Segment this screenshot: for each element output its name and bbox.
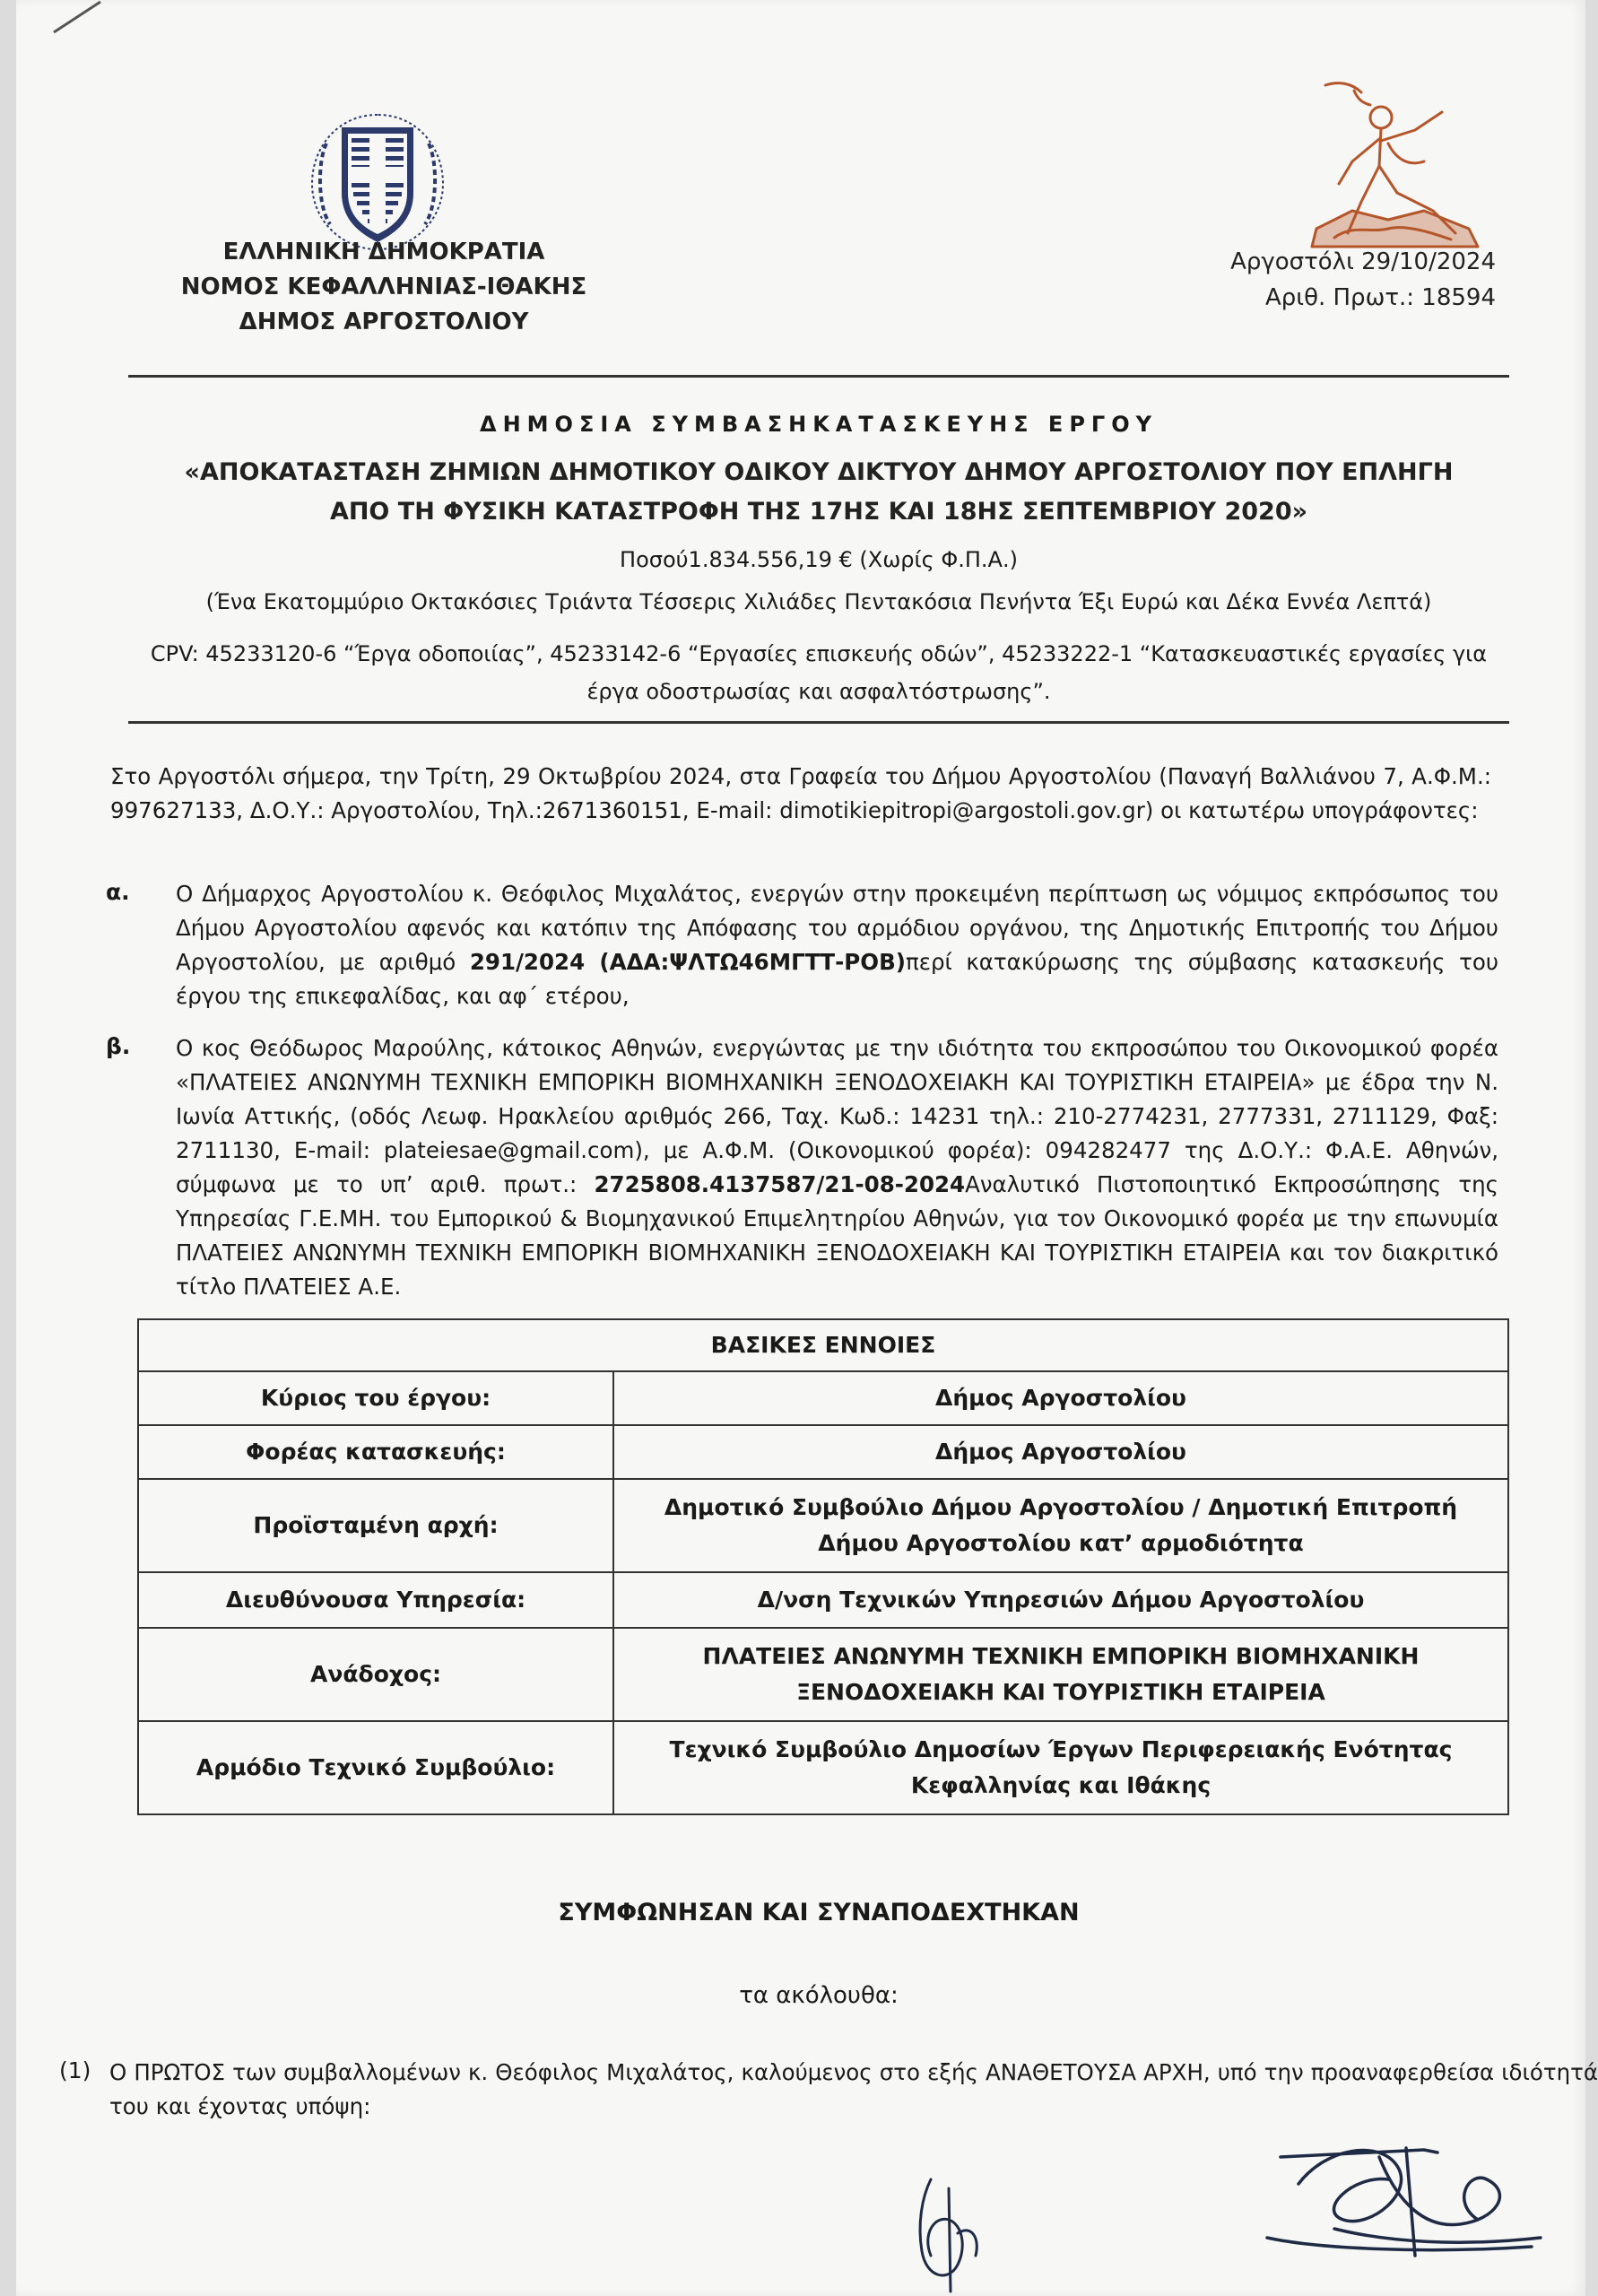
agreed-heading: ΣΥΜΦΩΝΗΣΑΝ ΚΑΙ ΣΥΝΑΠΟΔΕΧΤΗΚΑΝ (558, 1899, 1080, 1926)
row-key: Κύριος του έργου: (138, 1371, 613, 1425)
table-heading-row (138, 1319, 1508, 1371)
row-key: Διευθύνουσα Υπηρεσία: (138, 1572, 613, 1628)
item-a-text-end: περί κατακύρωσης της σύμβασης κατασκευής του έργου της επικεφαλίδας, και αφ΄ ετέρου, (176, 949, 1498, 1009)
contract-title: ΔΗΜΟΣΙΑ ΣΥΜΒΑΣΗΚΑΤΑΣΚΕΥΗΣ ΕΡΓΟΥ (480, 412, 1158, 437)
project-subject: «ΑΠΟΚΑΤΑΣΤΑΣΗ ΖΗΜΙΩΝ ΔΗΜΟΤΙΚΟΥ ΟΔΙΚΟΥ ΔΙΚΤΥΟΥ ΔΗΜΟΥ ΑΡΓΟΣΤΟΛΙΟΥ ΠΟΥ ΕΠΛΗΓΗ ΑΠΟ ΤΗ ΦΥΣΙΚΗ ΚΑΤΑΣΤΡΟΦΗ ΤΗΣ 17ΗΣ ΚΑΙ 18ΗΣ ΣΕΠΤΕΜΒΡΙΟΥ 2020» (184, 458, 1454, 526)
protocol-number: Αριθ. Πρωτ.: 18594 (1264, 284, 1496, 311)
cpv-codes: CPV: 45233120-6 “Έργα οδοποιίας”, 45233142-6 “Εργασίες επισκευής οδών”, 45233222-1 “Κατασκευαστικές εργασίες για έργα οδοστρωσίας και ασφαλτόστρωσης”. (150, 641, 1488, 704)
decision-number: 291/2024 (ΑΔΑ:ΨΛΤΩ46ΜΓΤΤ-ΡΟΒ) (469, 949, 906, 975)
table-row (138, 1371, 1508, 1425)
item-b-text-start: Ο κος Θεόδωρος Μαρούλης, κάτοικος Αθηνών, ενεργώντας με την ιδιότητα του εκπροσώπου του Οικονομικού φορέα «ΠΛΑΤΕΙΕΣ ΑΝΩΝΥΜΗ ΤΕΧΝΙΚΗ ΕΜΠΟΡΙΚΗ ΒΙΟΜΗΧΑΝΙΚΗ ΞΕΝΟΔΟΧΕΙΑΚΗ ΚΑΙ ΤΟΥΡΙΣΤΙΚΗ ΕΤΑΙΡΕΙΑ» με έδρα την Ν. Ιωνία Αττικής, (οδός Λεωφ. Ηρακλείου αριθμός 266, Ταχ. Κωδ.: 14231 τηλ.: 210-2774231, 2777331, 2711129, Φαξ: 2711130, E-mail: plateiesae@gmail.com), με Α.Φ.Μ. (Οικονομικού φορέα): 094282477 της Δ.Ο.Υ.: Φ.Α.Ε. Αθηνών, σύμφωνα με το υπ’ αριθ. πρωτ.: (176, 1035, 1498, 1197)
clause-1-marker: (1) (59, 2057, 91, 2083)
row-key: Αρμόδιο Τεχνικό Συμβούλιο: (138, 1721, 613, 1814)
title-rule (128, 721, 1509, 724)
table-row (138, 1425, 1508, 1479)
certificate-number: 2725808.4137587/21-08-2024 (594, 1171, 966, 1197)
prefecture-label: ΝΟΜΟΣ ΚΕΦΑΛΛΗΝΙΑΣ-ΙΘΑΚΗΣ (180, 274, 587, 300)
table-row (138, 1479, 1508, 1572)
issuer-block (151, 235, 617, 340)
row-value: Τεχνικό Συμβούλιο Δημοσίων Έργων Περιφερειακής Ενότητας Κεφαλληνίας και Ιθάκης (613, 1721, 1508, 1814)
document-page (16, 0, 1598, 2296)
clause-1-text: Ο ΠΡΩΤΟΣ των συμβαλλομένων κ. Θεόφιλος Μιχαλάτος, καλούμενος στο εξής ΑΝΑΘΕΤΟΥΣΑ ΑΡΧΗ, υπό την προαναφερθείσα ιδιότητά του και έχοντας υπόψη: (109, 2059, 1598, 2119)
row-key: Ανάδοχος: (138, 1628, 613, 1721)
contract-amount: Ποσού1.834.556,19 € (Χωρίς Φ.Π.Α.) (620, 547, 1018, 572)
greek-coat-of-arms-emblem (301, 108, 454, 256)
table-row (138, 1628, 1508, 1721)
signature-mark-2 (1245, 2130, 1550, 2274)
item-b-text-end: Αναλυτικό Πιστοποιητικό Εκπροσώπησης της Υπηρεσίας Γ.Ε.ΜΗ. του Εμπορικού & Βιομηχανικού Επιμελητηρίου Αθηνών, για τον Οικονομικό φορέα με την επωνυμία ΠΛΑΤΕΙΕΣ ΑΝΩΝΥΜΗ ΤΕΧΝΙΚΗ ΕΜΠΟΡΙΚΗ ΒΙΟΜΗΧΑΝΙΚΗ ΞΕΝΟΔΟΧΕΙΑΚΗ ΚΑΙ ΤΟΥΡΙΣΤΙΚΗ ΕΤΑΙΡΕΙΑ και τον διακριτικό τίτλο ΠΛΑΤΕΙΕΣ Α.Ε. (176, 1171, 1498, 1300)
row-value: Δήμος Αργοστολίου (613, 1425, 1508, 1479)
item-a-paragraph (176, 877, 1498, 1013)
corner-fold-mark (50, 0, 104, 34)
row-key: Προϊσταμένη αρχή: (138, 1479, 613, 1572)
item-b-marker: β. (106, 1033, 131, 1059)
basic-terms-table (137, 1318, 1509, 1815)
row-value: Δημοτικό Συμβούλιο Δήμου Αργοστολίου / Δημοτική Επιτροπή Δήμου Αργοστολίου κατ’ αρμοδιότητα (613, 1479, 1508, 1572)
table-row (138, 1721, 1508, 1814)
republic-label: ΕΛΛΗΝΙΚΗ ΔΗΜΟΚΡΑΤΙΑ (222, 239, 545, 265)
contract-amount-words: (Ένα Εκατομμύριο Οκτακόσιες Τριάντα Τέσσερις Χιλιάδες Πεντακόσια Πενήντα Έξι Ευρώ και Δέκα Εννέα Λεπτά) (205, 589, 1432, 614)
place-date: Αργοστόλι 29/10/2024 (1230, 248, 1496, 275)
item-b-paragraph (176, 1031, 1498, 1304)
table-row (138, 1572, 1508, 1628)
item-a-marker: α. (106, 879, 130, 905)
signature-mark-1 (895, 2170, 1012, 2296)
following-label: τα ακόλουθα: (739, 1982, 899, 2009)
row-value: Δ/νση Τεχνικών Υπηρεσιών Δήμου Αργοστολίου (613, 1572, 1508, 1628)
row-key: Φορέας κατασκευής: (138, 1425, 613, 1479)
table-heading: ΒΑΣΙΚΕΣ ΕΝΝΟΙΕΣ (138, 1319, 1508, 1371)
hermes-statue-logo (1298, 76, 1491, 256)
row-value: ΠΛΑΤΕΙΕΣ ΑΝΩΝΥΜΗ ΤΕΧΝΙΚΗ ΕΜΠΟΡΙΚΗ ΒΙΟΜΗΧΑΝΙΚΗ ΞΕΝΟΔΟΧΕΙΑΚΗ ΚΑΙ ΤΟΥΡΙΣΤΙΚΗ ΕΤΑΙΡΕΙΑ (613, 1628, 1508, 1721)
row-value: Δήμος Αργοστολίου (613, 1371, 1508, 1425)
intro-paragraph: Στο Αργοστόλι σήμερα, την Τρίτη, 29 Οκτωβρίου 2024, στα Γραφεία του Δήμου Αργοστολίου (Παναγή Βαλλιάνου 7, Α.Φ.Μ.: 997627133, Δ.Ο.Υ.: Αργοστολίου, Τηλ.:2671360151, E-mail: dimotikiepitropi@argostoli.gov.gr) οι κατωτέρω υπογράφοντες: (110, 763, 1491, 823)
municipality-label: ΔΗΜΟΣ ΑΡΓΟΣΤΟΛΙΟΥ (239, 309, 529, 335)
date-protocol-block (1173, 244, 1496, 316)
item-a-text-start: Ο Δήμαρχος Αργοστολίου κ. Θεόφιλος Μιχαλάτος, ενεργών στην προκειμένη περίπτωση ως νόμιμος εκπρόσωπος του Δήμου Αργοστολίου αφενός και κατόπιν της Απόφασης του αρμόδιου οργάνου, της Δημοτικής Επιτροπής του Δήμου Αργοστολίου, με αριθμό (176, 881, 1498, 975)
header-rule (128, 375, 1509, 378)
